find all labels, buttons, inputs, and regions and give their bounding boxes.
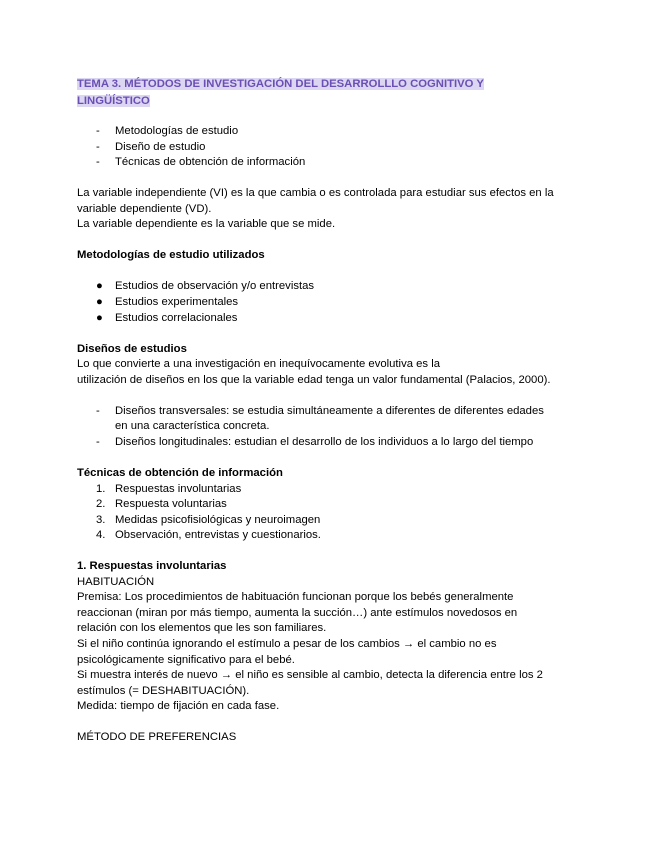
- number-marker: 1.: [96, 483, 106, 495]
- number-marker: 4.: [96, 529, 106, 541]
- dash-marker: -: [96, 436, 100, 448]
- document-title: [77, 76, 507, 110]
- title-line-1: TEMA 3. MÉTODOS DE INVESTIGACIÓN DEL DESARROLLLO COGNITIVO Y: [77, 78, 484, 90]
- respuestas-text-line: Si muestra interés de nuevo → el niño es sensible al cambio, detecta la diferencia entre los 2: [77, 669, 543, 681]
- variables-line-2: variable dependiente (VD).: [77, 203, 212, 215]
- metodologias-heading: Metodologías de estudio utilizados: [77, 249, 265, 261]
- bullet-marker: ●: [96, 312, 103, 324]
- respuestas-text-line: estímulos (= DESHABITUACIÓN).: [77, 685, 250, 697]
- bullet-marker: ●: [96, 280, 103, 292]
- number-marker: 2.: [96, 498, 106, 510]
- tecnicas-heading: Técnicas de obtención de información: [77, 467, 283, 479]
- dash-marker: -: [96, 156, 100, 168]
- respuestas-text-line: Si el niño continúa ignorando el estímulo a pesar de los cambios → el cambio no es: [77, 638, 497, 650]
- respuestas-text-line: relación con los elementos que les son familiares.: [77, 622, 327, 634]
- disenos-heading: Diseños de estudios: [77, 343, 187, 355]
- disenos-text-line-2: utilización de diseños en los que la variable edad tenga un valor fundamental (Palacios, 2000).: [77, 374, 551, 386]
- variables-line-1: La variable independiente (VI) es la que cambia o es controlada para estudiar sus efectos en la: [77, 187, 554, 199]
- dash-marker: -: [96, 405, 100, 417]
- dash-marker: -: [96, 141, 100, 153]
- number-marker: 3.: [96, 514, 106, 526]
- variables-line-3: La variable dependiente es la variable que se mide.: [77, 218, 336, 230]
- document-page: TEMA 3. MÉTODOS DE INVESTIGACIÓN DEL DESARROLLLO COGNITIVO Y LINGÜÍSTICO - Metodologías de estudio - Diseño de estudio - Técnicas de obtención de información La variable independiente (VI) es la que cambia o es controlada para estudiar sus efectos en la variable dependiente (VD). La variable dependiente es la variable que se mide. Metodologías de estudio utilizados ● Estudios de observación y/o entrevistas ● Estudios experimentales ● Estudios correlacionales Diseños de estudios Lo que convierte a una investigación en inequívocamente evolutiva es la utilización de diseños en los que la variable edad tenga un valor fundamental (Palacios, 2000). - Diseños transversales: se estudia simultáneamente a diferentes de diferentes edades en una característica concreta. - Diseños longitudinales: estudian el desarrollo de los individuos a lo largo del tiempo Técnicas de obtención de información 1. Respuestas involuntarias 2. Respuesta voluntarias 3. Medidas psicofisiológicas y neuroimagen 4. Observación, entrevistas y cuestionarios. 1. Respuestas involuntarias HABITUACIÓN Premisa: Los procedimientos de habituación funcionan porque los bebés generalmente reaccionan (miran por más tiempo, aumenta la succión…) ante estímulos novedosos en relación con los elementos que les son familiares. Si el niño continúa ignorando el estímulo a pesar de los cambios → el cambio no es psicológicamente significativo para el bebé. Si muestra interés de nuevo → el niño es sensible al cambio, detecta la diferencia entre los 2 estímulos (= DESHABITUACIÓN). Medida: tiempo de fijación en cada fase. MÉTODO DE PREFERENCIAS: [77, 78, 554, 743]
- habituacion-subheading: HABITUACIÓN: [77, 576, 155, 588]
- metodo-preferencias-heading: MÉTODO DE PREFERENCIAS: [77, 731, 237, 743]
- respuestas-heading: 1. Respuestas involuntarias: [77, 560, 227, 572]
- dash-marker: -: [96, 125, 100, 137]
- bullet-marker: ●: [96, 296, 103, 308]
- respuestas-text-line: Medida: tiempo de fijación en cada fase.: [77, 700, 280, 712]
- respuestas-text-line: psicológicamente significativo para el bebé.: [77, 654, 295, 666]
- respuestas-text-line: Premisa: Los procedimientos de habituación funcionan porque los bebés generalmente: [77, 591, 514, 603]
- title-line-2: LINGÜÍSTICO: [77, 95, 150, 107]
- respuestas-text-line: reaccionan (miran por más tiempo, aumenta la succión…) ante estímulos novedosos en: [77, 607, 518, 619]
- disenos-text-line-1: Lo que convierte a una investigación en inequívocamente evolutiva es la: [77, 358, 440, 370]
